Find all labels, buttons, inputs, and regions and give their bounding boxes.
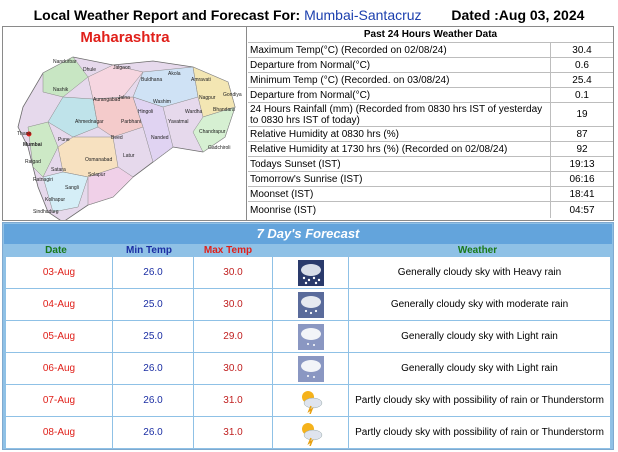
forecast-header-row xyxy=(3,244,613,256)
heavy-rain-icon xyxy=(273,257,348,288)
station-name: Mumbai-Santacruz xyxy=(304,7,422,23)
map-label: Jalgaon xyxy=(113,65,131,71)
forecast-weather: Partly cloudy sky with possibility of rain or Thunderstorm xyxy=(349,417,610,448)
map-label: Ratnagiri xyxy=(33,177,54,183)
forecast-max-temp: 30.0 xyxy=(194,257,272,288)
forecast-min-temp: 26.0 xyxy=(113,353,193,384)
state-name: Maharashtra xyxy=(80,29,170,46)
forecast-date: 03-Aug xyxy=(6,257,112,288)
col-min-header: Min Temp xyxy=(126,244,172,256)
forecast-max-temp: 31.0 xyxy=(194,417,272,448)
col-date-header: Date xyxy=(45,244,67,256)
forecast-row xyxy=(6,417,610,448)
obs-row: Minimum Temp (°C) (Recorded. on 03/08/24) 25.4 xyxy=(248,73,613,88)
map-label: Wardha xyxy=(185,109,203,115)
map-label: Ahmednagar xyxy=(75,119,104,125)
map-label: Gadchiroli xyxy=(208,145,231,151)
map-label: Washim xyxy=(153,99,171,105)
map-label: Thane xyxy=(17,131,32,137)
state-map xyxy=(3,27,247,220)
map-label: Nandurbar xyxy=(53,59,77,65)
light-rain-icon xyxy=(273,321,348,352)
map-label: Hingoli xyxy=(138,109,154,115)
map-label: Buldhana xyxy=(141,77,163,83)
obs-row: Maximum Temp(°C) (Recorded on 02/08/24) 30.4 xyxy=(248,43,613,58)
forecast-panel xyxy=(2,222,614,450)
forecast-row xyxy=(6,353,610,384)
forecast-weather: Generally cloudy sky with Heavy rain xyxy=(349,257,610,288)
map-label: Amravati xyxy=(191,77,211,83)
col-max-header: Max Temp xyxy=(203,244,253,256)
forecast-date: 07-Aug xyxy=(6,385,112,416)
obs-row: Departure from Normal(°C) 0.1 xyxy=(248,88,613,103)
map-label: Gondiya xyxy=(223,92,242,98)
map-label: Pune xyxy=(58,137,70,143)
map-label: Bhandara xyxy=(213,107,235,113)
map-label: Dhule xyxy=(83,67,97,73)
forecast-date: 08-Aug xyxy=(6,417,112,448)
forecast-weather: Generally cloudy sky with Light rain xyxy=(349,321,610,352)
map-label: Nagpur xyxy=(199,95,216,101)
forecast-max-temp: 30.0 xyxy=(194,353,272,384)
obs-row: Departure from Normal(°C) 0.6 xyxy=(248,58,613,73)
sun-cloud-thunder-icon xyxy=(273,417,348,448)
past-24h-table xyxy=(248,27,613,220)
map-label: Sindhudurg xyxy=(33,209,59,215)
obs-row: Relative Humidity at 1730 hrs (%) (Recorded on 02/08/24) 92 xyxy=(248,142,613,157)
report-date: Dated :Aug 03, 2024 xyxy=(451,7,585,23)
forecast-rows xyxy=(3,257,613,448)
map-label: Parbhani xyxy=(121,119,142,125)
map-label: Nashik xyxy=(53,87,69,93)
map-label: Mumbai xyxy=(23,142,42,148)
forecast-date: 06-Aug xyxy=(6,353,112,384)
col-weather-header: Weather xyxy=(457,244,498,256)
map-label: Satara xyxy=(51,167,66,173)
report-title: Local Weather Report and Forecast For: xyxy=(33,7,301,23)
forecast-title: 7 Day's Forecast xyxy=(4,224,612,244)
map-label: Jalna xyxy=(118,95,130,101)
map-label: Solapur xyxy=(88,172,106,178)
forecast-weather: Generally cloudy sky with Light rain xyxy=(349,353,610,384)
map-label: Akola xyxy=(168,71,181,77)
forecast-row xyxy=(6,385,610,416)
forecast-date: 04-Aug xyxy=(6,289,112,320)
obs-row: Moonset (IST) 18:41 xyxy=(248,187,613,202)
forecast-min-temp: 26.0 xyxy=(113,257,193,288)
sun-cloud-thunder-icon xyxy=(273,385,348,416)
forecast-min-temp: 25.0 xyxy=(113,321,193,352)
obs-row: Tomorrow's Sunrise (IST) 06:16 xyxy=(248,172,613,187)
map-label: Nanded xyxy=(151,135,169,141)
forecast-row xyxy=(6,257,610,288)
forecast-min-temp: 25.0 xyxy=(113,289,193,320)
current-panel xyxy=(2,26,614,221)
forecast-min-temp: 26.0 xyxy=(113,417,193,448)
map-label: Chandrapur xyxy=(199,129,226,135)
forecast-row xyxy=(6,321,610,352)
map-label: Sangli xyxy=(65,185,79,191)
light-rain-icon xyxy=(273,353,348,384)
obs-row: Todays Sunset (IST) 19:13 xyxy=(248,157,613,172)
forecast-row xyxy=(6,289,610,320)
report-header xyxy=(0,4,618,26)
map-label: Raigad xyxy=(25,159,41,165)
obs-row: 24 Hours Rainfall (mm) (Recorded from 0830 hrs IST of yesterday to 0830 hrs IST of today) 19 xyxy=(248,103,613,127)
obs-row: Relative Humidity at 0830 hrs (%) 87 xyxy=(248,127,613,142)
moderate-rain-icon xyxy=(273,289,348,320)
forecast-max-temp: 29.0 xyxy=(194,321,272,352)
forecast-min-temp: 26.0 xyxy=(113,385,193,416)
forecast-weather: Generally cloudy sky with moderate rain xyxy=(349,289,610,320)
forecast-max-temp: 30.0 xyxy=(194,289,272,320)
forecast-max-temp: 31.0 xyxy=(194,385,272,416)
map-label: Latur xyxy=(123,153,135,159)
past-24h-title: Past 24 Hours Weather Data xyxy=(248,27,613,43)
map-label: Osmanabad xyxy=(85,157,113,163)
forecast-weather: Partly cloudy sky with possibility of rain or Thunderstorm xyxy=(349,385,610,416)
map-label: Aurangabad xyxy=(93,97,121,103)
map-label: Yavatmal xyxy=(168,119,189,125)
map-label: Kolhapur xyxy=(45,197,66,203)
forecast-date: 05-Aug xyxy=(6,321,112,352)
map-place-labels xyxy=(3,47,247,220)
obs-row: Moonrise (IST) 04:57 xyxy=(248,202,613,218)
map-label: Beed xyxy=(111,135,123,141)
